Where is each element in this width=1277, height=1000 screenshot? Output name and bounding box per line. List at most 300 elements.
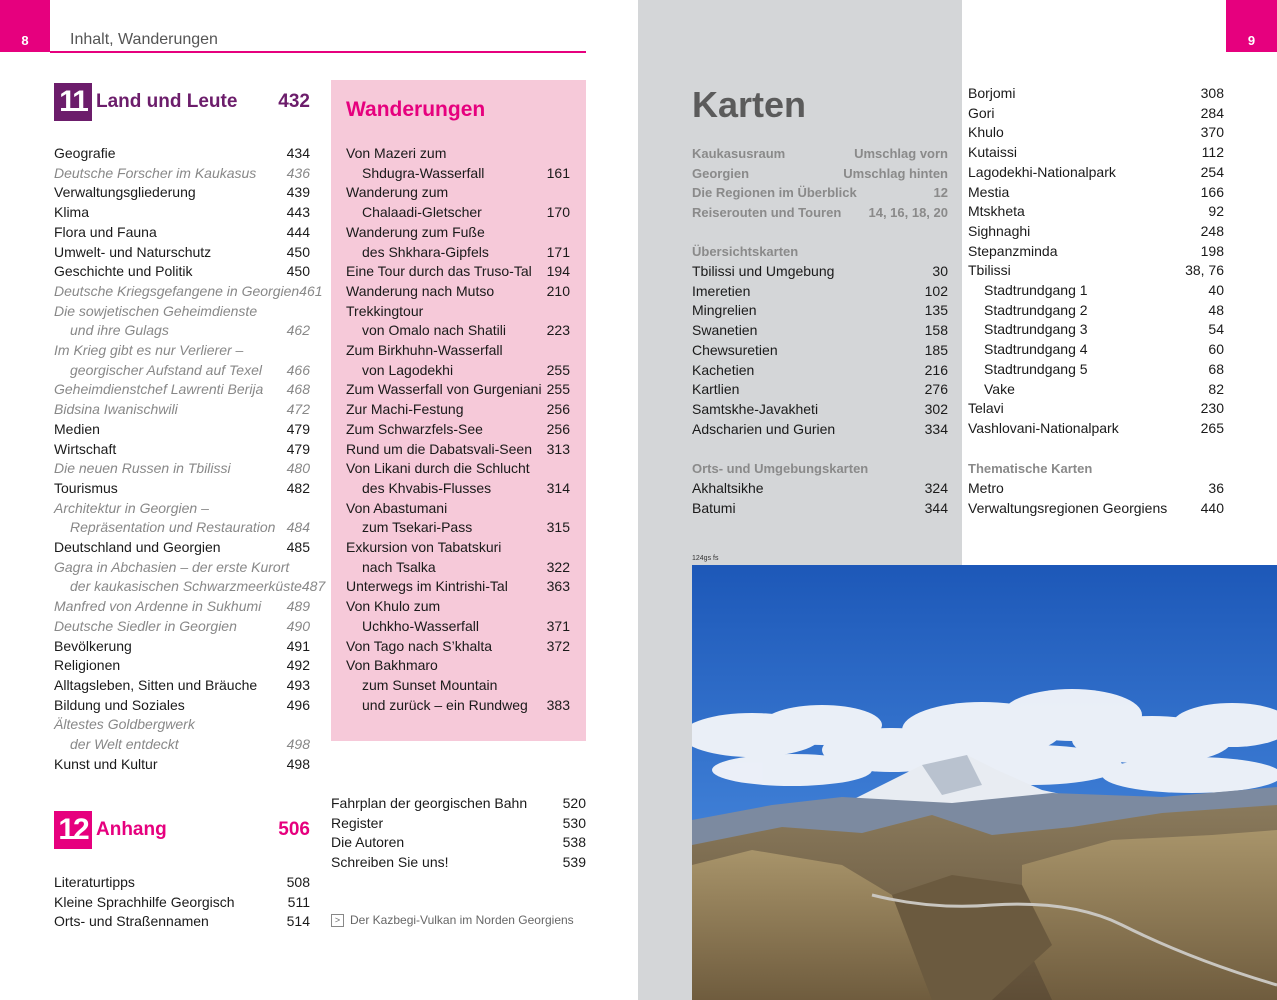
entry-page: 530 [562,814,586,831]
entry-title: Fahrplan der georgischen Bahn [331,795,528,811]
toc-entry [692,419,948,439]
entry-title: Zum Wasserfall von Gurgeniani [346,381,542,398]
chapter-11-heading [54,83,310,121]
entry-title: Gori [968,104,995,121]
entry-page: 112 [1201,144,1224,161]
entry-title: Samtskhe-Javakheti [692,400,819,417]
toc-entry [54,872,310,892]
toc-entry [346,517,570,537]
entry-page: 256 [546,401,570,418]
toc-entry [54,655,310,675]
entry-title: Borjomi [968,85,1016,101]
entry-page: 371 [546,617,570,634]
toc-entry [54,557,310,577]
toc-entry [692,183,948,203]
toc-entry [968,103,1224,123]
running-head: Inhalt, Wanderungen [70,31,218,48]
toc-entry [54,261,310,281]
entry-page: 256 [546,420,570,437]
toc-entry [692,300,948,320]
toc-entry [54,163,310,183]
entry-page: 372 [546,637,570,654]
entry-page: 276 [924,381,948,398]
entry-page: 439 [286,184,310,201]
toc-entry [346,537,570,557]
entry-title: Bevölkerung [54,637,132,654]
entry-page: Umschlag vorn [854,146,948,161]
entry-title: Stadtrundgang 5 [984,360,1088,377]
toc-entry [54,911,310,931]
entry-page: 363 [546,578,570,595]
entry-page: 468 [286,381,310,398]
toc-entry [54,458,310,478]
entry-page: 482 [286,479,310,496]
entry-page: 489 [286,598,310,615]
toc-entry [968,122,1224,142]
entry-page: 40 [1208,282,1224,298]
toc-entry [331,793,586,813]
entry-page: 92 [1208,203,1224,220]
entry-page: 170 [546,204,570,221]
entry-title: Manfred von Ardenne in Sukhumi [54,598,262,615]
entry-title: Die sowjetischen Geheimdienste [54,302,258,319]
toc-entry [968,83,1224,103]
entry-title: Stadtrundgang 1 [984,282,1088,298]
entry-title: Religionen [54,657,121,674]
toc-entry [54,419,310,439]
toc-entry [692,320,948,340]
entry-page: 487 [301,578,326,595]
entry-page: Umschlag hinten [843,165,948,181]
toc-entry [346,458,570,478]
orts-heading: Orts- und Umgebungskarten [692,461,869,476]
toc-entry [346,636,570,656]
toc-entry [54,301,310,321]
entry-page: 493 [286,676,310,693]
chapter-page: 432 [278,91,310,112]
entry-page: 462 [286,322,310,339]
entry-page: 166 [1200,183,1224,200]
entry-title: und zurück – ein Rundweg [362,696,528,713]
entry-page: 450 [286,243,310,260]
karten-title: Karten [692,84,807,125]
toc-entry [54,320,310,340]
toc-entry [54,537,310,557]
entry-title: Kartlien [692,381,740,398]
arrow-right-icon: > [331,914,344,927]
entry-title: und ihre Gulags [70,322,169,339]
toc-entry [54,379,310,399]
toc-entry [346,419,570,439]
toc-entry [346,695,570,715]
page-number-left: 8 [0,0,50,52]
entry-page: 230 [1200,400,1224,417]
entry-title: des Khvabis-Flusses [362,479,492,496]
entry-page: 498 [286,755,310,772]
entry-page: 248 [1200,222,1224,239]
entry-page: 171 [546,243,570,260]
entry-title: Geheimdienstchef Lawrenti Berija [54,381,264,398]
toc-entry [54,754,310,774]
toc-entry [968,359,1224,379]
toc-entry [54,636,310,656]
entry-title: Umwelt- und Naturschutz [54,243,212,260]
entry-page: 496 [286,696,310,713]
entry-title: Tbilissi und Umgebung [692,263,835,279]
toc-entry [346,596,570,616]
wanderungen-title: Wanderungen [346,98,486,121]
entry-title: Geografie [54,145,116,161]
entry-title: Die Regionen im Überblick [692,185,857,201]
toc-entry [54,281,323,301]
toc-entry [692,281,948,301]
entry-page: 443 [286,204,310,221]
entry-page: 322 [546,558,570,575]
thematisch-heading: Thematische Karten [968,461,1093,476]
entry-title: Kleine Sprachhilfe Georgisch [54,893,235,910]
toc-entry [346,163,570,183]
entry-title: Sighnaghi [968,222,1031,239]
toc-entry [54,734,310,754]
photo-caption [331,913,574,927]
toc-entry [54,399,310,419]
toc-entry [692,498,948,518]
entry-page: 485 [286,539,310,555]
toc-entry [54,517,310,537]
chapter-title: Land und Leute [96,91,238,112]
toc-entry [692,399,948,419]
entry-page: 344 [924,499,948,516]
toc-entry [692,360,948,380]
entry-title: der Welt entdeckt [70,736,179,752]
entry-title: Georgien [692,165,750,181]
toc-entry [54,616,310,636]
toc-entry [968,182,1224,202]
entry-title: georgischer Aufstand auf Texel [70,361,262,378]
entry-title: Stepanzminda [968,242,1058,259]
entry-title: Reiserouten und Touren [692,205,842,221]
entry-title: Uchkho-Wasserfall [362,617,479,634]
toc-entry [54,576,326,596]
toc-entry [346,655,570,675]
entry-page: 514 [286,913,310,930]
entry-title: Verwaltungsgliederung [54,184,196,201]
toc-entry [331,852,586,872]
entry-page: 480 [286,460,310,477]
toc-entry [692,261,948,281]
entry-page: 479 [286,440,310,457]
header-rule [50,51,586,53]
entry-page: 370 [1200,124,1224,141]
entry-page: 314 [546,479,570,496]
entry-page: 440 [1200,499,1224,516]
entry-page: 520 [562,795,586,811]
entry-title: Chewsuretien [692,341,778,358]
entry-title: Mingrelien [692,302,757,319]
toc-entry [54,182,310,202]
entry-page: 216 [924,361,948,378]
entry-page: 383 [546,696,570,713]
toc-entry [692,164,948,184]
entry-title: zum Tsekari-Pass [362,519,473,536]
entry-title: Kaukasusraum [692,146,786,161]
chapter-number: 12 [54,811,92,849]
toc-entry [346,478,570,498]
toc-entry [346,379,570,399]
entry-title: der kaukasischen Schwarzmeerküste [70,578,302,595]
entry-page: 194 [546,263,570,280]
entry-title: Akhaltsikhe [692,480,764,496]
entry-page: 54 [1208,321,1224,338]
entry-title: Kutaissi [968,144,1018,161]
entry-title: Shdugra-Wasserfall [362,164,485,181]
entry-title: Stadtrundgang 4 [984,341,1088,358]
entry-title: Wanderung nach Mutso [346,282,495,299]
toc-entry [54,143,310,163]
chapter-page: 506 [278,819,310,840]
entry-title: Kunst und Kultur [54,755,158,772]
entry-title: Klima [54,204,90,221]
toc-entry [346,182,570,202]
entry-page: 539 [562,854,586,871]
toc-entry [692,144,948,164]
entry-title: Zum Schwarzfels-See [346,420,483,437]
entry-title: Mestia [968,183,1010,200]
entry-title: Eine Tour durch das Truso-Tal [346,263,532,280]
entry-page: 198 [1200,242,1224,259]
entry-page: 491 [286,637,310,654]
entry-page: 466 [286,361,310,378]
toc-entry [346,340,570,360]
entry-title: Telavi [968,400,1004,417]
uebersicht-heading: Übersichtskarten [692,244,799,259]
left-page [0,0,638,1000]
entry-page: 68 [1208,360,1224,377]
entry-page: 492 [286,657,310,674]
toc-entry [346,399,570,419]
entry-page: 450 [286,263,310,280]
entry-title: nach Tsalka [362,558,436,575]
entry-page: 434 [286,145,310,161]
entry-page: 444 [286,223,310,240]
entry-title: Wirtschaft [54,440,117,457]
entry-title: Verwaltungsregionen Georgiens [968,499,1168,516]
entry-page: 210 [546,282,570,299]
entry-page: 538 [562,834,586,851]
entry-page: 135 [924,302,948,319]
entry-title: Alltagsleben, Sitten und Bräuche [54,676,258,693]
entry-title: Geschichte und Politik [54,263,193,280]
entry-title: Von Likani durch die Schlucht [346,460,530,477]
entry-page: 308 [1200,85,1224,101]
entry-page: 324 [924,480,948,496]
entry-title: Deutschland und Georgien [54,539,221,555]
entry-title: Unterwegs im Kintrishi-Tal [346,578,508,595]
toc-entry [54,439,310,459]
entry-title: Architektur in Georgien – [54,499,209,516]
entry-title: Rund um die Dabatsvali-Seen [346,440,532,457]
entry-title: Mtskheta [968,203,1025,220]
toc-entry [692,379,948,399]
entry-title: von Lagodekhi [362,361,454,378]
entry-page: 472 [286,401,310,418]
toc-entry [692,203,948,223]
entry-page: 498 [286,736,310,752]
entry-page: 82 [1208,380,1224,397]
entry-title: Adscharien und Gurien [692,420,836,437]
toc-entry [968,280,1224,300]
toc-entry [968,162,1224,182]
entry-title: Deutsche Siedler in Georgien [54,617,237,634]
entry-title: Metro [968,480,1004,496]
toc-entry [346,439,570,459]
toc-entry [346,281,570,301]
kazbegi-photo [692,565,1277,1000]
toc-entry [54,478,310,498]
entry-title: Tourismus [54,479,118,496]
entry-title: Stadtrundgang 3 [984,321,1088,338]
entry-title: Medien [54,420,100,437]
entry-page: 14, 16, 18, 20 [868,205,948,221]
entry-page: 60 [1208,341,1224,358]
chapter-title: Anhang [96,819,167,840]
entry-page: 38, 76 [1185,262,1224,279]
entry-title: zum Sunset Mountain [362,676,498,693]
entry-title: Imeretien [692,282,751,299]
photo-credit: 124gs fs [692,555,719,562]
toc-entry [54,695,310,715]
entry-title: Batumi [692,499,736,516]
entry-title: Die Autoren [331,834,405,851]
toc-entry [331,832,586,852]
entry-page: 185 [924,341,948,358]
chapter-12-heading [54,811,310,849]
toc-entry [346,261,570,281]
toc-entry [346,576,570,596]
toc-entry [346,616,570,636]
entry-page: 479 [286,420,310,437]
entry-title: Chalaadi-Gletscher [362,204,482,221]
entry-title: Vashlovani-Nationalpark [968,419,1119,436]
toc-entry [346,498,570,518]
entry-page: 490 [286,617,310,634]
toc-entry [968,201,1224,221]
entry-title: Khulo [968,124,1004,141]
toc-entry [346,320,570,340]
page-number-right: 9 [1226,0,1277,52]
entry-title: Kachetien [692,361,755,378]
entry-title: Vake [984,380,1015,397]
entry-page: 102 [924,282,948,299]
entry-title: Deutsche Forscher im Kaukasus [54,164,257,181]
entry-title: Ältestes Goldbergwerk [54,716,195,733]
entry-page: 158 [924,322,948,339]
entry-title: Im Krieg gibt es nur Verlierer – [54,342,244,358]
toc-entry [54,242,310,262]
entry-page: 508 [286,874,310,890]
entry-page: 334 [924,420,948,437]
toc-entry [968,498,1224,518]
entry-title: Swanetien [692,322,758,339]
toc-entry [968,260,1224,280]
toc-entry [54,202,310,222]
toc-entry [54,596,310,616]
toc-entry [346,242,570,262]
entry-title: des Shkhara-Gipfels [362,243,489,260]
toc-entry [54,498,310,518]
entry-page: 30 [932,263,948,279]
toc-entry [331,813,586,833]
entry-title: Von Abastumani [346,499,448,516]
entry-title: Trekkingtour [346,302,424,319]
entry-title: Wanderung zum Fuße [346,223,485,240]
toc-entry [54,360,310,380]
entry-page: 265 [1200,419,1224,436]
toc-entry [346,202,570,222]
entry-title: Literaturtipps [54,874,135,890]
entry-title: Zur Machi-Festung [346,401,464,418]
entry-title: Tbilissi [968,262,1011,279]
entry-title: Von Mazeri zum [346,145,447,161]
toc-entry [968,398,1224,418]
entry-title: Flora und Fauna [54,223,157,240]
entry-page: 161 [546,164,570,181]
entry-page: 511 [287,893,310,910]
entry-page: 12 [933,185,948,201]
toc-entry [54,222,310,242]
toc-entry [54,892,310,912]
caption-text: Der Kazbegi-Vulkan im Norden Georgiens [350,913,574,927]
toc-entry [968,221,1224,241]
entry-title: Zum Birkhuhn-Wasserfall [346,342,503,358]
toc-entry [54,675,310,695]
entry-page: 315 [546,519,570,536]
toc-entry [968,418,1224,438]
entry-page: 254 [1200,163,1224,180]
entry-title: Von Khulo zum [346,598,441,615]
toc-entry [346,360,570,380]
entry-title: Von Tago nach S’khalta [346,637,493,654]
entry-page: 48 [1208,301,1224,318]
entry-page: 302 [924,400,948,417]
toc-entry [968,478,1224,498]
entry-title: von Omalo nach Shatili [362,322,506,339]
toc-entry [346,557,570,577]
entry-page: 255 [546,381,570,398]
entry-page: 461 [299,282,323,299]
entry-title: Gagra in Abchasien – der erste Kurort [54,558,290,575]
entry-title: Deutsche Kriegsgefangene in Georgien [54,282,300,299]
entry-title: Bildung und Soziales [54,696,185,713]
toc-entry [54,340,310,360]
entry-title: Repräsentation und Restauration [70,519,276,536]
toc-entry [968,241,1224,261]
toc-entry [968,319,1224,339]
toc-entry [692,340,948,360]
entry-title: Orts- und Straßennamen [54,913,209,930]
entry-page: 36 [1208,480,1224,496]
entry-title: Von Bakhmaro [346,657,438,674]
entry-title: Stadtrundgang 2 [984,301,1088,318]
entry-page: 313 [546,440,570,457]
toc-entry [346,222,570,242]
entry-page: 255 [546,361,570,378]
entry-title: Exkursion von Tabatskuri [346,539,502,555]
mountain-landscape-image [692,565,1277,1000]
entry-title: Schreiben Sie uns! [331,854,449,871]
toc-entry [968,339,1224,359]
toc-entry [968,142,1224,162]
